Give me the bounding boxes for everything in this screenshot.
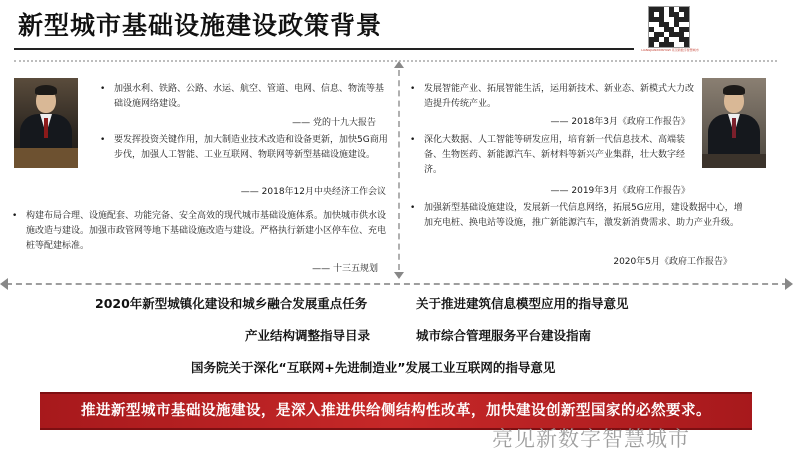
- arrow-down-icon: [394, 272, 404, 279]
- policy-item: 城市综合管理服务平台建设指南: [416, 328, 592, 343]
- left-item-2-text: 要发挥投资关键作用，加大制造业技术改造和设备更新，加快5G商用步伐，加强人工智能、工业互联网、物联网等新型基础设施建设。: [114, 135, 388, 160]
- policy-item: 国务院关于深化“互联网+先进制造业”发展工业互联网的指导意见: [191, 360, 556, 375]
- right-item-2-source: —— 2019年3月《政府工作报告》: [550, 186, 690, 196]
- right-item-2-text: 深化大数据、人工智能等研发应用，培育新一代信息技术、高端装备、生物医药、新能源汽车、新材料等新兴产业集群，壮大数字经济。: [424, 135, 686, 175]
- bullet-icon: •: [12, 211, 18, 221]
- left-item-3-source: —— 十三五规划: [312, 264, 378, 274]
- qr-caption: LIANGJIANXINSHUZI 亮见新数字智慧城市: [641, 48, 699, 52]
- policy-item: 产业结构调整指导目录: [245, 328, 371, 343]
- left-item-1-source: —— 党的十九大报告: [292, 118, 376, 128]
- arrow-right-icon: [785, 278, 793, 290]
- conclusion-banner: 推进新型城市基础设施建设，是深入推进供给侧结构性改革，加快建设创新型国家的必然要求。: [40, 392, 752, 430]
- left-item-1-text: 加强水利、铁路、公路、水运、航空、管道、电网、信息、物流等基础设施网络建设。: [114, 84, 385, 109]
- bullet-icon: •: [100, 135, 106, 145]
- leader-photo-left: [14, 78, 78, 168]
- left-item-2: [100, 133, 390, 163]
- left-item-2-source: —— 2018年12月中央经济工作会议: [240, 187, 386, 197]
- watermark: 亮见新数字智慧城市: [492, 427, 690, 451]
- right-item-3-source: 2020年5月《政府工作报告》: [613, 257, 732, 267]
- right-item-2: [410, 133, 695, 178]
- left-item-1: [100, 82, 390, 112]
- right-item-3-text: 加强新型基础设施建设，发展新一代信息网络，拓展5G应用，建设数据中心，增加充电桩、换电站等设施，推广新能源汽车，激发新消费需求、助力产业升级。: [424, 203, 743, 228]
- left-item-3-text: 构建布局合理、设施配套、功能完备、安全高效的现代城市基础设施体系。加快城市供水设施改造与建设。加强市政管网等地下基础设施改造与建设。严格执行新建小区停车位、充电桩等配建标准。: [26, 211, 387, 251]
- arrow-left-icon: [0, 278, 8, 290]
- page-title: 新型城市基础设施建设政策背景: [18, 11, 383, 40]
- policy-item: 关于推进建筑信息模型应用的指导意见: [416, 296, 629, 311]
- bullet-icon: •: [410, 203, 416, 213]
- horizontal-divider: [6, 283, 788, 285]
- right-item-1-text: 发展智能产业、拓展智能生活，运用新技术、新业态、新模式大力改造提升传统产业。: [424, 84, 695, 109]
- bullet-icon: •: [100, 84, 106, 94]
- right-item-1: [410, 82, 695, 112]
- leader-photo-right: [702, 78, 766, 168]
- right-item-1-source: —— 2018年3月《政府工作报告》: [550, 117, 690, 127]
- policy-item: 2020年新型城镇化建设和城乡融合发展重点任务: [95, 296, 368, 311]
- left-item-3: [12, 209, 390, 254]
- vertical-divider: [398, 70, 400, 270]
- bullet-icon: •: [410, 84, 416, 94]
- arrow-up-icon: [394, 61, 404, 68]
- title-underline: [14, 48, 634, 50]
- qr-code-icon: [648, 6, 690, 48]
- right-item-3: [410, 201, 745, 231]
- bullet-icon: •: [410, 135, 416, 145]
